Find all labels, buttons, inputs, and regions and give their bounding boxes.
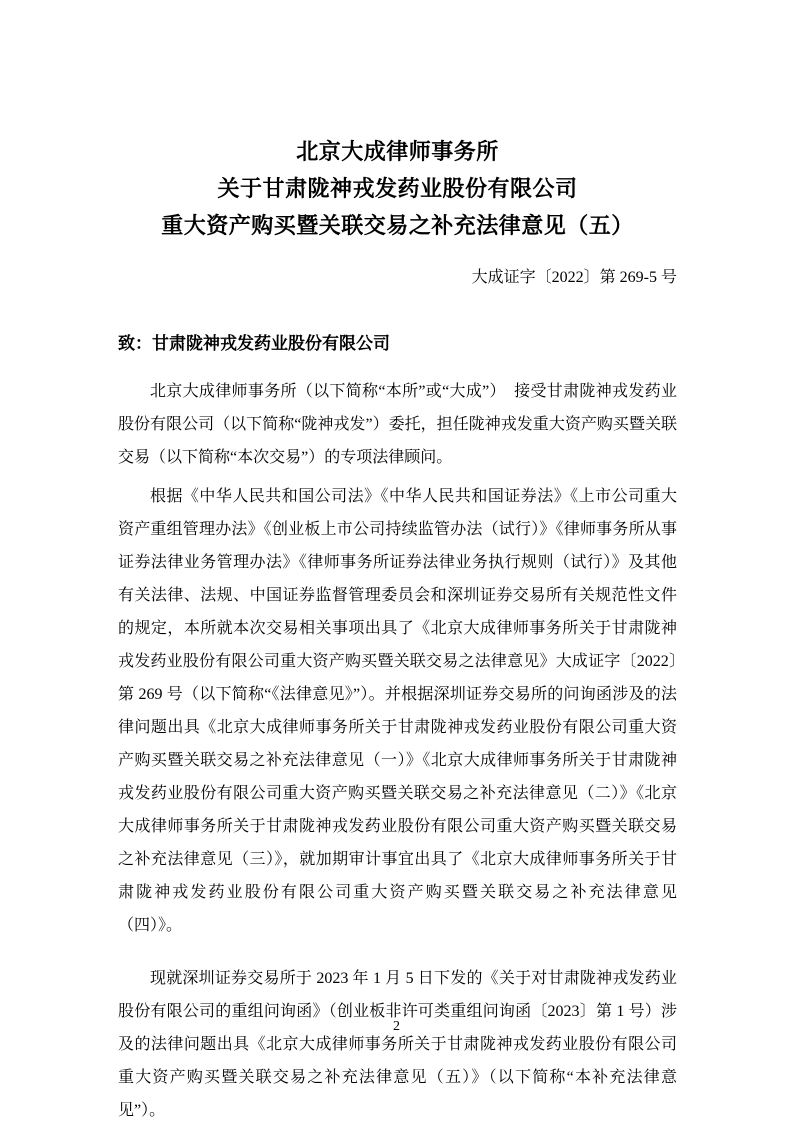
title-line-1: 北京大成律师事务所 bbox=[296, 139, 499, 164]
paragraph-current-opinion: 现就深圳证券交易所于 2023 年 1 月 5 日下发的《关于对甘肃陇神戎发药业股份有限公司的重组问询函》（创业板非许可类重组问询函〔2023〕第 1 号）涉及的法律问题出具《北京大成律师事务所关于甘肃陇神戎发药业股份有限公司重大资产购买暨关联交易之补充法律意见（五）》（以下简称“本补充法律意见”）。 bbox=[118, 970, 677, 1119]
reference-number: 大成证字〔2022〕第 269-5 号 bbox=[471, 269, 677, 286]
paragraph-engagement: 北京大成律师事务所（以下简称“本所”或“大成”） 接受甘肃陇神戎发药业股份有限公司（以下简称“陇神戎发”）委托，担任陇神戎发重大资产购买暨关联交易（以下简称“本次交易”）的专项法律顾问。 bbox=[118, 383, 677, 466]
addressee-line: 致：甘肃陇神戎发药业股份有限公司 bbox=[118, 334, 390, 353]
title-line-3: 重大资产购买暨关联交易之补充法律意见（五） bbox=[161, 213, 634, 238]
page-number: 2 bbox=[393, 1019, 400, 1034]
document-title bbox=[118, 133, 677, 244]
paragraph-legal-basis: 根据《中华人民共和国公司法》《中华人民共和国证券法》《上市公司重大资产重组管理办法》《创业板上市公司持续监管办法（试行）》《律师事务所从事证券法律业务管理办法》《律师事务所证券法律业务执行规则（试行）》及其他有关法律、法规、中国证券监督管理委员会和深圳证券交易所有关规范性文件的规定，本所就本次交易相关事项出具了《北京大成律师事务所关于甘肃陇神戎发药业股份有限公司重大资产购买暨关联交易之法律意见》大成证字〔2022〕第 269 号（以下简称“《法律意见》”）。并根据深圳证券交易所的问询函涉及的法律问题出具《北京大成律师事务所关于甘肃陇神戎发药业股份有限公司重大资产购买暨关联交易之补充法律意见（一）》《北京大成律师事务所关于甘肃陇神戎发药业股份有限公司重大资产购买暨关联交易之补充法律意见（二）》《北京大成律师事务所关于甘肃陇神戎发药业股份有限公司重大资产购买暨关联交易之补充法律意见（三）》，就加期审计事宜出具了《北京大成律师事务所关于甘肃陇神戎发药业股份有限公司重大资产购买暨关联交易之补充法律意见（四）》。 bbox=[118, 488, 677, 934]
title-line-2: 关于甘肃陇神戎发药业股份有限公司 bbox=[217, 176, 578, 201]
